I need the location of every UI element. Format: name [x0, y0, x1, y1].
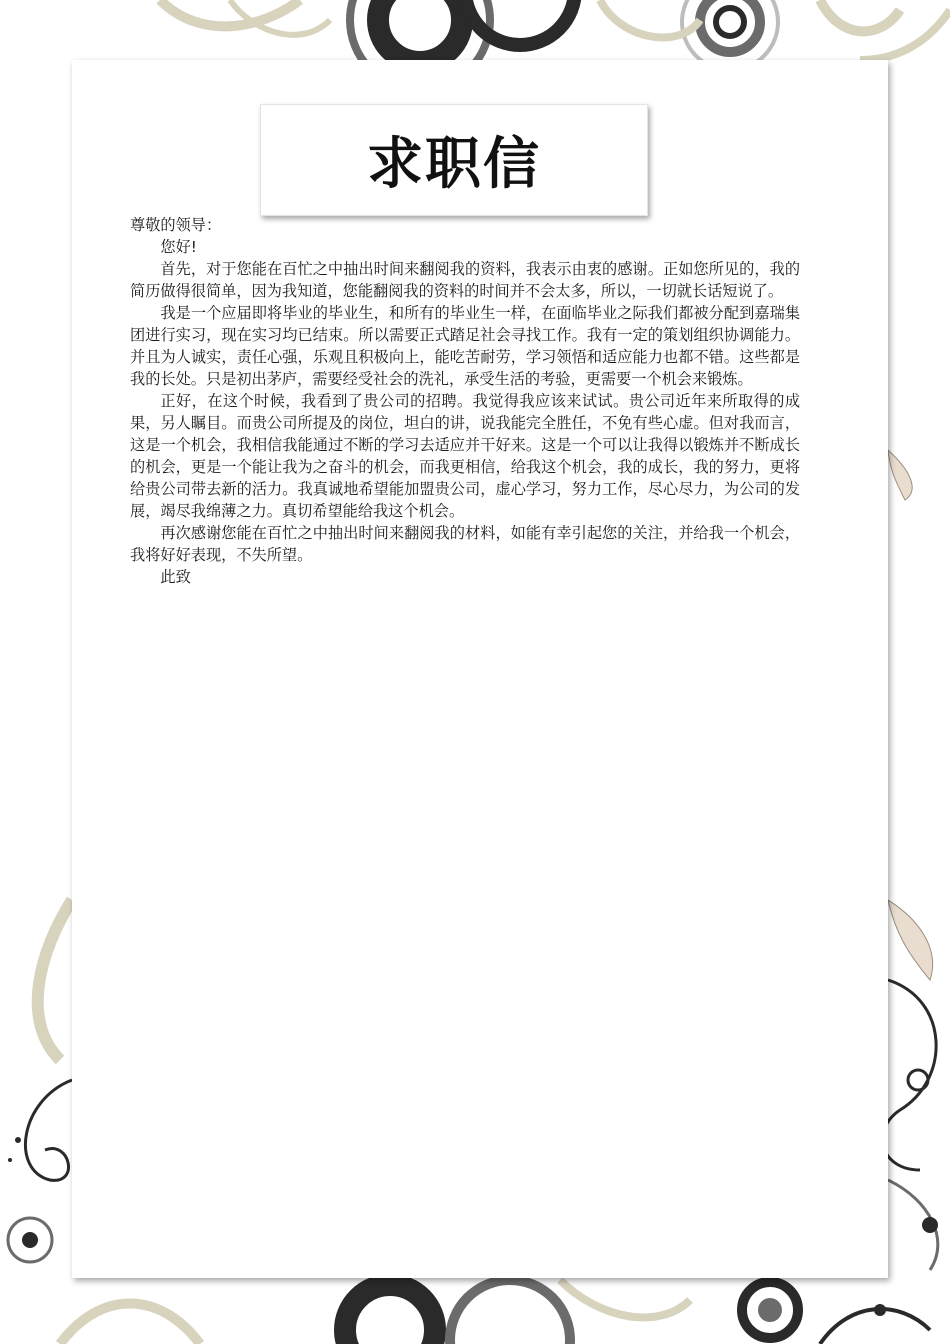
right-swirl-decoration [883, 980, 938, 1270]
right-petal-decoration [888, 450, 933, 980]
letter-sheet [72, 60, 888, 1278]
document-title: 求职信 [367, 132, 541, 197]
closing: 此致 [160, 568, 191, 586]
paragraph-2: 我是一个应届即将毕业的毕业生，和所有的毕业生一样，在面临毕业之际我们都被分配到嘉瑞集团进行实习，现在实习均已结束。所以需要正式踏足社会寻找工作。我有一定的策划组织协调能力。并且为人诚实，责任心强，乐观且积极向上，能吃苦耐劳，学习领悟和适应能力也都不错。这些都是我的长处。只是初出茅庐，需要经受社会的洗礼，承受生活的考验，更需要一个机会来锻炼。 [130, 304, 800, 388]
salutation: 尊敬的领导： [130, 216, 222, 234]
paragraph-3: 正好，在这个时候，我看到了贵公司的招聘。我觉得我应该来试试。贵公司近年来所取得的成果，另人瞩目。而贵公司所提及的岗位，坦白的讲，说我能完全胜任，不免有些心虚。但对我而言，这是一个机会，我相信我能通过不断的学习去适应并干好来。这是一个可以让我得以锻炼并不断成长的机会，更是一个能让我为之奋斗的机会，而我更相信，给我这个机会，我的成长，我的努力，更将给贵公司带去新的活力。我真诚地希望能加盟贵公司，虚心学习，努力工作，尽心尽力，为公司的发展，竭尽我绵薄之力。真切希望能给我这个机会。 [130, 392, 800, 520]
bottom-swirl-decoration [60, 1280, 930, 1344]
paragraph-4: 再次感谢您能在百忙之中抽出时间来翻阅我的材料，如能有幸引起您的关注，并给我一个机会，我将好好表现，不失所望。 [130, 524, 800, 564]
letter-body [130, 214, 800, 588]
greeting: 您好! [160, 238, 197, 256]
paragraph-1: 首先，对于您能在百忙之中抽出时间来翻阅我的资料，我表示由衷的感谢。正如您所见的，我的简历做得很简单，因为我知道，您能翻阅我的资料的时间并不会太多，所以，一切就长话短说了。 [130, 260, 800, 300]
left-swirl-decoration [8, 900, 72, 1262]
title-box [260, 104, 648, 216]
